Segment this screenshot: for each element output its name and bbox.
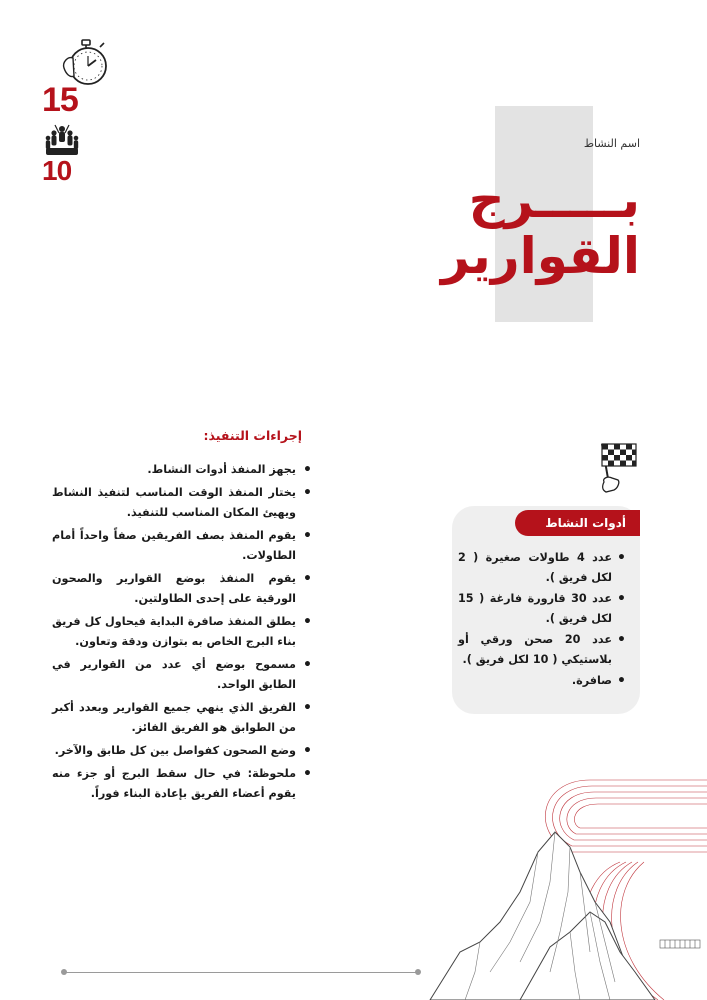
- footer-divider-dot: [415, 969, 421, 975]
- tool-item: • عدد 30 قارورة فارغة ( 15 لكل فريق ).: [458, 589, 612, 629]
- procedure-step: • يقوم المنفذ بصف الفريقين صفاً واحداً أمام الطاولات.: [52, 526, 296, 566]
- tools-list: [458, 548, 628, 692]
- procedure-step: • وضع الصحون كفواصل بين كل طابق والآخر.: [52, 741, 296, 761]
- checkered-flag-icon: [596, 438, 642, 500]
- footer-divider: [64, 972, 418, 973]
- procedures-heading: إجراءات التنفيذ:: [203, 428, 302, 443]
- activity-title-line2: القوارير: [440, 227, 640, 285]
- procedure-step: • ملحوظة: في حال سقط البرج أو جزء منه يقوم أعضاء الفريق بإعادة البناء فوراً.: [52, 764, 296, 804]
- tool-item: • صافرة.: [458, 671, 612, 691]
- procedure-step: • يجهز المنفذ أدوات النشاط.: [52, 460, 296, 480]
- procedure-step: • مسموح بوضع أي عدد من القوارير في الطابق الواحد.: [52, 655, 296, 695]
- procedure-step: • يطلق المنفذ صافرة البداية فيحاول كل فريق بناء البرج الخاص به بتوازن ودقة وتعاون.: [52, 612, 296, 652]
- tool-item: • عدد 20 صحن ورقي أو بلاستيكي ( 10 لكل فريق ).: [458, 630, 612, 670]
- procedure-step: • يقوم المنفذ بوضع القوارير والصحون الورقية على إحدى الطاولتين.: [52, 569, 296, 609]
- tools-heading-badge: أدوات النشاط: [515, 510, 640, 536]
- players-number: 10: [42, 155, 72, 186]
- activity-title-line1: بـــــرج: [468, 171, 640, 229]
- procedure-step: • الفريق الذي ينهي جميع القوارير وبعدد أكبر من الطوابق هو الفريق الفائز.: [52, 698, 296, 738]
- team-icon: [44, 124, 80, 158]
- tool-item: • عدد 4 طاولات صغيرة ( 2 لكل فريق ).: [458, 548, 612, 588]
- activity-name-label: اسم النشاط: [583, 137, 640, 150]
- mountain-track-illustration: [420, 772, 707, 1000]
- duration-number: 15: [42, 81, 78, 119]
- procedures-list: [52, 460, 314, 807]
- procedure-step: • يختار المنفذ الوقت المناسب لتنفيذ النشاط ويهيئ المكان المناسب للتنفيذ.: [52, 483, 296, 523]
- footer-divider-dot: [61, 969, 67, 975]
